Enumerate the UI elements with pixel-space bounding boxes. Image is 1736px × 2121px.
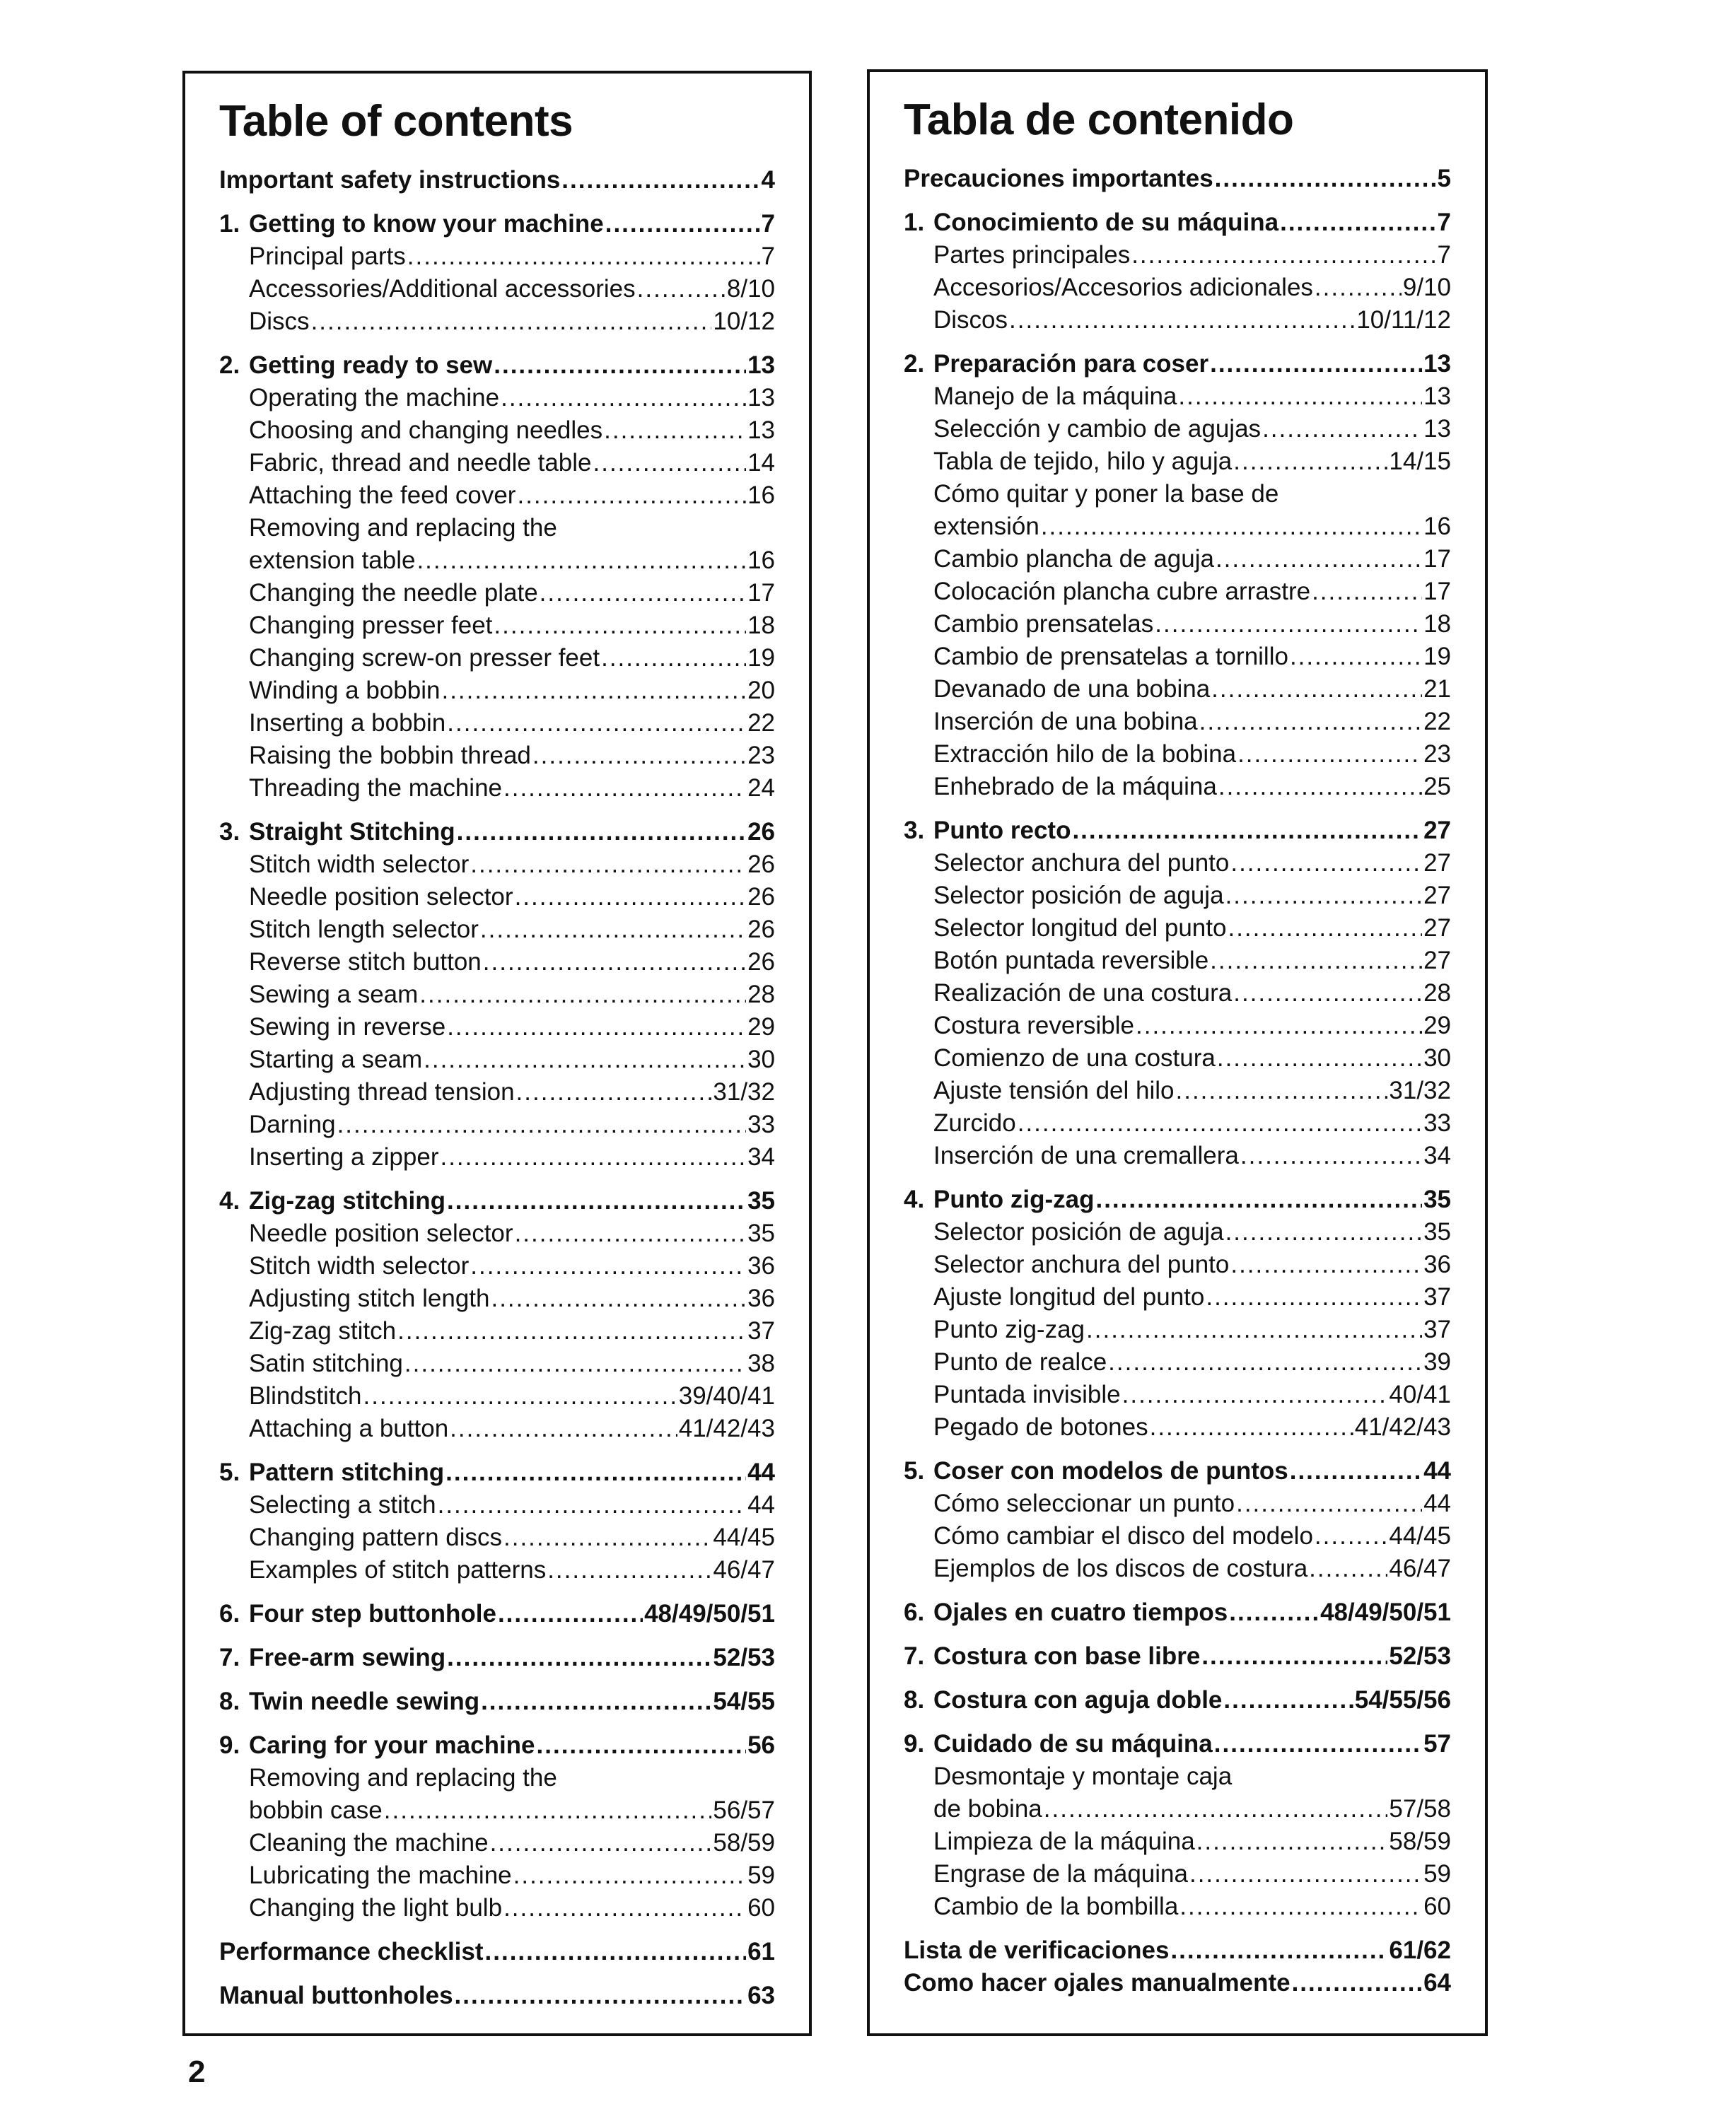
toc-entry: Lubricating the machine ..... 59 xyxy=(219,1859,775,1892)
toc-entry: Partes principales ..... 7 xyxy=(904,239,1451,271)
toc-entry: Discs ..... 10/12 xyxy=(219,305,775,338)
toc-section: 4. Punto zig-zag ..... 35 xyxy=(904,1184,1451,1216)
toc-entry: Performance checklist ..... 61 xyxy=(219,1936,775,1968)
toc-entry: Attaching the feed cover ..... 16 xyxy=(219,479,775,512)
toc-entry: Devanado de una bobina ..... 21 xyxy=(904,673,1451,706)
toc-section: 2. Getting ready to sew ..... 13 xyxy=(219,349,775,382)
english-title: Table of contents xyxy=(219,97,573,146)
toc-section: 9. Caring for your machine ..... 56 xyxy=(219,1729,775,1762)
toc-entry: Selector anchura del punto ..... 36 xyxy=(904,1249,1451,1281)
toc-entry: Changing presser feet ..... 18 xyxy=(219,609,775,642)
toc-entry: Engrase de la máquina ..... 59 xyxy=(904,1858,1451,1891)
toc-section: 8. Costura con aguja doble ..... 54/55/56 xyxy=(904,1684,1451,1717)
toc-entry: Discos ..... 10/11/12 xyxy=(904,304,1451,337)
english-toc-list xyxy=(219,164,775,2012)
toc-entry: Manejo de la máquina ..... 13 xyxy=(904,380,1451,413)
toc-entry: Selección y cambio de agujas ..... 13 xyxy=(904,413,1451,445)
toc-entry: Important safety instructions ..... 4 xyxy=(219,164,775,197)
toc-entry: Precauciones importantes ..... 5 xyxy=(904,163,1451,195)
toc-entry: Needle position selector ..... 35 xyxy=(219,1217,775,1250)
toc-entry-continued: Desmontaje y montaje caja xyxy=(933,1763,1233,1790)
toc-entry: Changing the needle plate ..... 17 xyxy=(219,577,775,609)
toc-entry: Cambio de prensatelas a tornillo ..... 19 xyxy=(904,641,1451,673)
toc-entry: Pegado de botones ..... 41/42/43 xyxy=(904,1411,1451,1444)
toc-entry: Ejemplos de los discos de costura ..... 46/47 xyxy=(904,1553,1451,1585)
toc-section: 4. Zig-zag stitching ..... 35 xyxy=(219,1185,775,1217)
toc-section: 1. Conocimiento de su máquina ..... 7 xyxy=(904,206,1451,239)
toc-entry: Costura reversible ..... 29 xyxy=(904,1010,1451,1042)
toc-entry: Winding a bobbin ..... 20 xyxy=(219,674,775,707)
toc-entry: Selecting a stitch ..... 44 xyxy=(219,1489,775,1521)
toc-section: 5. Coser con modelos de puntos ..... 44 xyxy=(904,1455,1451,1488)
toc-entry: Puntada invisible ..... 40/41 xyxy=(904,1379,1451,1411)
toc-entry: Accessories/Additional accessories ..... 8/10 xyxy=(219,273,775,305)
toc-entry: Inserting a zipper ..... 34 xyxy=(219,1141,775,1174)
toc-entry: Ajuste tensión del hilo ..... 31/32 xyxy=(904,1075,1451,1107)
toc-entry: Starting a seam ..... 30 xyxy=(219,1044,775,1076)
toc-entry: Selector posición de aguja ..... 27 xyxy=(904,880,1451,912)
toc-section: 1. Getting to know your machine ..... 7 xyxy=(219,208,775,240)
toc-entry: Realización de una costura ..... 28 xyxy=(904,977,1451,1010)
toc-entry: Changing pattern discs ..... 44/45 xyxy=(219,1521,775,1554)
spanish-title: Tabla de contenido xyxy=(904,95,1294,144)
toc-entry-continued: Removing and replacing the xyxy=(249,514,557,542)
english-toc-panel xyxy=(182,71,812,2036)
toc-entry: Colocación plancha cubre arrastre ..... 17 xyxy=(904,575,1451,608)
toc-entry: Stitch length selector ..... 26 xyxy=(219,913,775,946)
toc-entry: Punto zig-zag ..... 37 xyxy=(904,1314,1451,1346)
toc-section: 7. Costura con base libre ..... 52/53 xyxy=(904,1640,1451,1673)
toc-entry: Ajuste longitud del punto ..... 37 xyxy=(904,1281,1451,1314)
toc-entry: Choosing and changing needles ..... 13 xyxy=(219,414,775,447)
toc-entry: de bobina ..... 57/58 xyxy=(904,1793,1451,1825)
toc-entry-continued: Removing and replacing the xyxy=(249,1764,557,1792)
toc-entry: Zurcido ..... 33 xyxy=(904,1107,1451,1140)
toc-entry: Stitch width selector ..... 26 xyxy=(219,848,775,881)
spanish-toc-list xyxy=(904,163,1451,1999)
toc-entry: Darning ..... 33 xyxy=(219,1109,775,1141)
toc-entry: Raising the bobbin thread ..... 23 xyxy=(219,740,775,772)
toc-section: 6. Four step buttonhole ..... 48/49/50/51 xyxy=(219,1598,775,1630)
toc-entry: Selector longitud del punto ..... 27 xyxy=(904,912,1451,945)
toc-entry: Zig-zag stitch ..... 37 xyxy=(219,1315,775,1348)
toc-entry: Needle position selector ..... 26 xyxy=(219,881,775,913)
toc-entry: Blindstitch ..... 39/40/41 xyxy=(219,1380,775,1413)
toc-entry: Comienzo de una costura ..... 30 xyxy=(904,1042,1451,1075)
toc-entry: Sewing in reverse ..... 29 xyxy=(219,1011,775,1044)
toc-section: 6. Ojales en cuatro tiempos ..... 48/49/50/51 xyxy=(904,1596,1451,1629)
toc-section: 7. Free-arm sewing ..... 52/53 xyxy=(219,1642,775,1674)
toc-entry: Manual buttonholes ..... 63 xyxy=(219,1980,775,2012)
toc-entry: Cómo cambiar el disco del modelo ..... 44/45 xyxy=(904,1520,1451,1553)
toc-section: 9. Cuidado de su máquina ..... 57 xyxy=(904,1728,1451,1760)
toc-entry: Stitch width selector ..... 36 xyxy=(219,1250,775,1282)
toc-section: 3. Straight Stitching ..... 26 xyxy=(219,816,775,848)
toc-entry: extension table ..... 16 xyxy=(219,544,775,577)
toc-entry: Cambio prensatelas ..... 18 xyxy=(904,608,1451,641)
toc-entry: Adjusting stitch length ..... 36 xyxy=(219,1282,775,1315)
toc-entry: Como hacer ojales manualmente ..... 64 xyxy=(904,1967,1451,1999)
toc-entry: Cleaning the machine ..... 58/59 xyxy=(219,1827,775,1859)
toc-entry: bobbin case ..... 56/57 xyxy=(219,1794,775,1827)
toc-entry: Fabric, thread and needle table ..... 14 xyxy=(219,447,775,479)
toc-entry: Cambio plancha de aguja ..... 17 xyxy=(904,543,1451,575)
toc-entry: Inserting a bobbin ..... 22 xyxy=(219,707,775,740)
toc-entry: Inserción de una bobina ..... 22 xyxy=(904,706,1451,738)
toc-entry: Cambio de la bombilla ..... 60 xyxy=(904,1891,1451,1923)
toc-entry: Selector posición de aguja ..... 35 xyxy=(904,1216,1451,1249)
toc-entry: Tabla de tejido, hilo y aguja ..... 14/15 xyxy=(904,445,1451,478)
toc-entry-continued: Cómo quitar y poner la base de xyxy=(933,480,1279,508)
toc-entry: Enhebrado de la máquina ..... 25 xyxy=(904,771,1451,803)
toc-entry: Punto de realce ..... 39 xyxy=(904,1346,1451,1379)
spanish-toc-panel xyxy=(867,69,1488,2036)
page-number: 2 xyxy=(188,2055,206,2089)
toc-entry: Changing the light bulb ..... 60 xyxy=(219,1892,775,1924)
toc-entry: Threading the machine ..... 24 xyxy=(219,772,775,805)
toc-entry: Accesorios/Accesorios adicionales ..... 9/10 xyxy=(904,271,1451,304)
toc-entry: Reverse stitch button ..... 26 xyxy=(219,946,775,978)
toc-entry: Changing screw-on presser feet ..... 19 xyxy=(219,642,775,674)
toc-section: 2. Preparación para coser ..... 13 xyxy=(904,348,1451,380)
toc-entry: Cómo seleccionar un punto ..... 44 xyxy=(904,1488,1451,1520)
toc-section: 3. Punto recto ..... 27 xyxy=(904,814,1451,847)
toc-entry: Sewing a seam ..... 28 xyxy=(219,978,775,1011)
toc-entry: Selector anchura del punto ..... 27 xyxy=(904,847,1451,880)
toc-entry: Examples of stitch patterns ..... 46/47 xyxy=(219,1554,775,1587)
toc-entry: Adjusting thread tension ..... 31/32 xyxy=(219,1076,775,1109)
toc-entry: Inserción de una cremallera ..... 34 xyxy=(904,1140,1451,1172)
toc-entry: Attaching a button ..... 41/42/43 xyxy=(219,1413,775,1445)
toc-entry: extensión ..... 16 xyxy=(904,510,1451,543)
toc-section: 5. Pattern stitching ..... 44 xyxy=(219,1456,775,1489)
toc-section: 8. Twin needle sewing ..... 54/55 xyxy=(219,1685,775,1718)
toc-entry: Satin stitching ..... 38 xyxy=(219,1348,775,1380)
toc-entry: Operating the machine ..... 13 xyxy=(219,382,775,414)
toc-entry: Botón puntada reversible ..... 27 xyxy=(904,945,1451,977)
toc-entry: Lista de verificaciones ..... 61/62 xyxy=(904,1934,1451,1967)
toc-entry: Principal parts ..... 7 xyxy=(219,240,775,273)
toc-entry: Limpieza de la máquina ..... 58/59 xyxy=(904,1825,1451,1858)
toc-entry: Extracción hilo de la bobina ..... 23 xyxy=(904,738,1451,771)
